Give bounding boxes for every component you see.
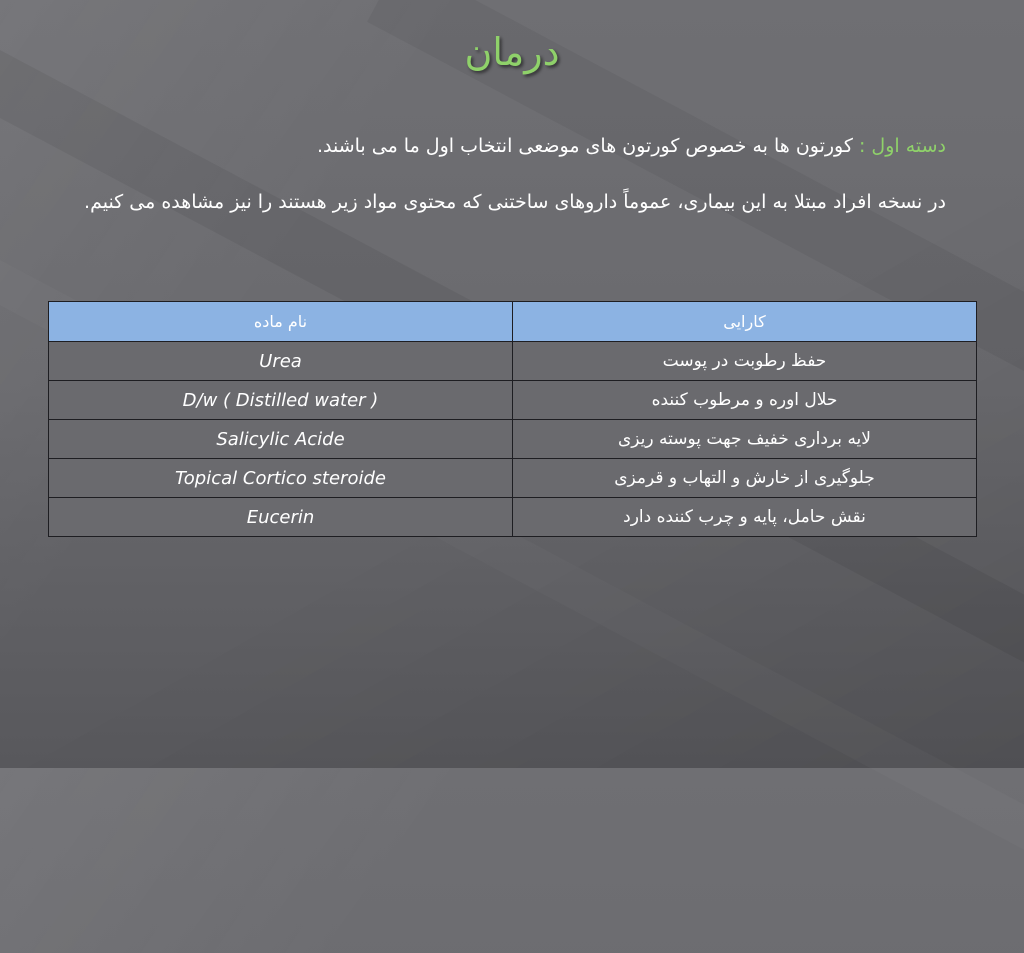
intro-paragraph bbox=[46, 133, 946, 159]
description-paragraph: در نسخه افراد مبتلا به این بیماری، عموماً داروهای ساختنی که محتوی مواد زیر هستند را نیز مشاهده می کنیم. bbox=[84, 191, 946, 213]
cell-name: Eucerin bbox=[49, 498, 513, 537]
table-row bbox=[49, 420, 977, 459]
intro-text: کورتون ها به خصوص کورتون های موضعی انتخاب اول ما می باشند. bbox=[316, 135, 859, 157]
header-function: کارایی bbox=[513, 302, 977, 342]
cell-name: Salicylic Acide bbox=[49, 420, 513, 459]
cell-name: Topical Cortico steroide bbox=[49, 459, 513, 498]
cell-name: Urea bbox=[49, 342, 513, 381]
table-row bbox=[49, 342, 977, 381]
cell-function: حفظ رطوبت در پوست bbox=[513, 342, 977, 381]
table-header-row bbox=[49, 302, 977, 342]
category-label: دسته اول : bbox=[858, 135, 946, 157]
cell-function: نقش حامل، پایه و چرب کننده دارد bbox=[513, 498, 977, 537]
table-row bbox=[49, 381, 977, 420]
table-row bbox=[49, 459, 977, 498]
cell-name: D/w ( Distilled water ) bbox=[49, 381, 513, 420]
cell-function: جلوگیری از خارش و التهاب و قرمزی bbox=[513, 459, 977, 498]
header-name: نام ماده bbox=[49, 302, 513, 342]
cell-function: حلال اوره و مرطوب کننده bbox=[513, 381, 977, 420]
cell-function: لایه برداری خفیف جهت پوسته ریزی bbox=[513, 420, 977, 459]
ingredients-table bbox=[48, 301, 977, 537]
table-row bbox=[49, 498, 977, 537]
slide-title: درمان bbox=[464, 30, 560, 74]
